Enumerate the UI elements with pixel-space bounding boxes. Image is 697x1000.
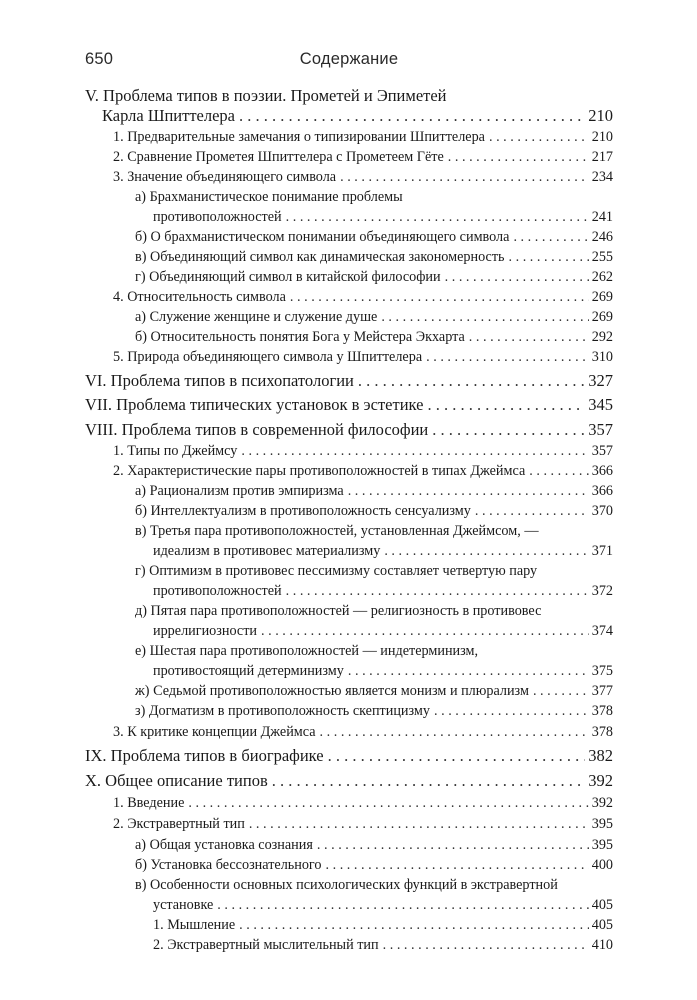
toc-subsection-entry[interactable]: [135, 501, 613, 521]
toc-entry-text: установке: [153, 897, 214, 913]
dot-leader: [434, 701, 589, 721]
toc-chapter-entry[interactable]: [102, 106, 613, 126]
toc-page-number: 210: [591, 129, 613, 145]
dot-leader: [320, 722, 589, 742]
toc-subsection-entry[interactable]: [153, 207, 613, 227]
toc-entry-text: VII. Проблема типических установок в эстетике: [85, 395, 424, 414]
toc-entry-text: идеализм в противовес материализму: [153, 543, 381, 559]
dot-leader: [469, 327, 589, 347]
toc-page-number: 374: [591, 623, 613, 639]
toc-page-number: 345: [588, 395, 613, 414]
toc-page-number: 262: [591, 269, 613, 285]
toc-page-number: 327: [588, 371, 613, 390]
toc-section-entry[interactable]: [113, 287, 613, 307]
toc-entry-text: Карла Шпиттелера: [102, 106, 236, 125]
toc-subsection-title-line: е) Шестая пара противоположностей — индетерминизм,: [135, 643, 479, 659]
toc-section-entry[interactable]: [113, 441, 613, 461]
dot-leader: [239, 915, 589, 935]
dot-leader: [533, 681, 589, 701]
toc-section-entry[interactable]: [113, 347, 613, 367]
toc-section-entry[interactable]: [113, 814, 613, 834]
toc-entry-text: з) Догматизм в противоположность скептицизму: [135, 703, 430, 719]
toc-entry-text: г) Объединяющий символ в китайской философии: [135, 269, 441, 285]
toc-page-number: 366: [591, 483, 613, 499]
toc-entry-text: 3. К критике концепции Джеймса: [113, 724, 316, 740]
dot-leader: [261, 621, 589, 641]
toc-entry-text: б) Относительность понятия Бога у Мейстера Экхарта: [135, 329, 465, 345]
toc-page-number: 241: [591, 209, 613, 225]
toc-entry-text: 1. Предварительные замечания о типизировании Шпиттелера: [113, 129, 485, 145]
dot-leader: [249, 814, 589, 834]
toc-subsection-entry[interactable]: [135, 267, 613, 287]
toc-subsection-entry[interactable]: [135, 247, 613, 267]
toc-subsection-entry[interactable]: [153, 661, 613, 681]
dot-leader: [358, 371, 585, 391]
toc-page-number: 375: [591, 663, 613, 679]
toc-entry-text: 2. Сравнение Прометея Шпиттелера с Прометеем Гёте: [113, 149, 444, 165]
dot-leader: [290, 287, 589, 307]
toc-subsection-entry[interactable]: [135, 855, 613, 875]
toc-entry-text: противостоящий детерминизму: [153, 663, 344, 679]
dot-leader: [239, 106, 585, 126]
toc-section-entry[interactable]: [113, 127, 613, 147]
toc-subsection-entry[interactable]: [135, 327, 613, 347]
dot-leader: [384, 541, 588, 561]
toc-entry-text: б) Интеллектуализм в противоположность сенсуализму: [135, 503, 471, 519]
dot-leader: [328, 746, 586, 766]
toc-page-number: 395: [591, 816, 613, 832]
toc-subsubsection-entry[interactable]: [153, 935, 613, 955]
toc-page-number: 405: [591, 897, 613, 913]
dot-leader: [489, 127, 589, 147]
toc-subsection-title-line: в) Особенности основных психологических функций в экстравертной: [135, 877, 558, 893]
toc-entry-text: IX. Проблема типов в биографике: [85, 746, 324, 765]
toc-page-number: 378: [591, 724, 613, 740]
toc-subsection-title-line: г) Оптимизм в противовес пессимизму составляет четвертую пару: [135, 563, 538, 579]
toc-subsection-entry[interactable]: [135, 481, 613, 501]
dot-leader: [217, 895, 588, 915]
toc-page-number: 366: [591, 463, 613, 479]
toc-page-number: 269: [591, 309, 613, 325]
toc-entry-text: противоположностей: [153, 209, 282, 225]
dot-leader: [317, 835, 589, 855]
toc-page-number: 370: [591, 503, 613, 519]
toc-page-number: 378: [591, 703, 613, 719]
dot-leader: [348, 661, 589, 681]
toc-page-number: 357: [588, 420, 613, 439]
toc-entry-text: 1. Мышление: [153, 917, 236, 933]
dot-leader: [326, 855, 589, 875]
toc-entry-text: VIII. Проблема типов в современной философии: [85, 420, 429, 439]
toc-entry-text: 2. Характеристические пары противоположностей в типах Джеймса: [113, 463, 526, 479]
toc-page-number: 371: [591, 543, 613, 559]
toc-entry-text: X. Общее описание типов: [85, 771, 268, 790]
dot-leader: [348, 481, 589, 501]
dot-leader: [529, 461, 588, 481]
toc-entry-text: 4. Относительность символа: [113, 289, 286, 305]
toc-subsection-entry[interactable]: [153, 581, 613, 601]
toc-section-entry[interactable]: [113, 147, 613, 167]
dot-leader: [426, 347, 589, 367]
toc-subsubsection-entry[interactable]: [153, 915, 613, 935]
toc-entry-text: 1. Введение: [113, 795, 185, 811]
toc-subsection-entry[interactable]: [153, 621, 613, 641]
toc-entry-text: в) Объединяющий символ как динамическая закономерность: [135, 249, 505, 265]
toc-entry-text: а) Служение женщине и служение душе: [135, 309, 378, 325]
toc-entry-text: а) Рационализм против эмпиризма: [135, 483, 344, 499]
dot-leader: [272, 771, 586, 791]
toc-page-number: 400: [591, 857, 613, 873]
dot-leader: [475, 501, 589, 521]
toc-subsection-entry[interactable]: [135, 681, 613, 701]
toc-page-number: 410: [591, 937, 613, 953]
toc-chapter-title-line: V. Проблема типов в поэзии. Прометей и Эпиметей: [85, 86, 447, 105]
toc-page-number: 392: [591, 795, 613, 811]
toc-page-number: 382: [588, 746, 613, 765]
toc-entry-text: 2. Экстравертный мыслительный тип: [153, 937, 379, 953]
dot-leader: [432, 420, 585, 440]
toc-entry-text: б) Установка бессознательного: [135, 857, 322, 873]
toc-page-number: 377: [591, 683, 613, 699]
toc-subsection-title-line: в) Третья пара противоположностей, установленная Джеймсом, —: [135, 523, 539, 539]
dot-leader: [381, 307, 588, 327]
dot-leader: [513, 227, 588, 247]
toc-subsection-entry[interactable]: [153, 895, 613, 915]
page-number: 650: [85, 50, 114, 68]
dot-leader: [448, 147, 589, 167]
dot-leader: [427, 395, 585, 415]
toc-subsection-entry[interactable]: [135, 307, 613, 327]
dot-leader: [286, 207, 589, 227]
toc-page-number: 357: [591, 443, 613, 459]
toc-chapter-entry[interactable]: [85, 771, 613, 791]
toc-chapter-entry[interactable]: [85, 746, 613, 766]
toc-page-number: 210: [588, 106, 613, 125]
dot-leader: [340, 167, 589, 187]
toc-subsection-entry[interactable]: [135, 835, 613, 855]
toc-entry-text: 3. Значение объединяющего символа: [113, 169, 337, 185]
toc-chapter-entry[interactable]: [85, 420, 613, 440]
toc-page-number: 255: [591, 249, 613, 265]
toc-page-number: 392: [588, 771, 613, 790]
toc-section-entry[interactable]: [113, 793, 613, 813]
dot-leader: [509, 247, 589, 267]
toc-entry-text: а) Общая установка сознания: [135, 837, 313, 853]
toc-entry-text: VI. Проблема типов в психопатологии: [85, 371, 354, 390]
toc-page-number: 405: [591, 917, 613, 933]
toc-subsection-title-line: а) Брахманистическое понимание проблемы: [135, 189, 403, 205]
dot-leader: [445, 267, 589, 287]
toc-entry-text: противоположностей: [153, 583, 282, 599]
toc-page-number: 234: [591, 169, 613, 185]
running-header: [85, 50, 613, 74]
toc-entry-text: ж) Седьмой противоположностью является монизм и плюрализм: [135, 683, 529, 699]
toc-section-entry[interactable]: [113, 461, 613, 481]
toc-subsection-title-line: д) Пятая пара противоположностей — религиозность в противовес: [135, 603, 542, 619]
toc-entry-text: иррелигиозности: [153, 623, 257, 639]
toc-page-number: 269: [591, 289, 613, 305]
toc-entry-text: б) О брахманистическом понимании объединяющего символа: [135, 229, 510, 245]
toc-section-entry[interactable]: [113, 167, 613, 187]
toc-entry-text: 2. Экстравертный тип: [113, 816, 245, 832]
toc-entry-text: 5. Природа объединяющего символа у Шпиттелера: [113, 349, 423, 365]
toc-page-number: 292: [591, 329, 613, 345]
dot-leader: [383, 935, 589, 955]
toc-page-number: 372: [591, 583, 613, 599]
toc-page-number: 310: [591, 349, 613, 365]
toc-subsection-entry[interactable]: [135, 227, 613, 247]
toc-page-number: 395: [591, 837, 613, 853]
toc-section-entry[interactable]: [113, 722, 613, 742]
dot-leader: [241, 441, 588, 461]
dot-leader: [188, 793, 588, 813]
toc-chapter-entry[interactable]: [85, 395, 613, 415]
toc-page-number: 217: [591, 149, 613, 165]
toc-entry-text: 1. Типы по Джеймсу: [113, 443, 238, 459]
toc-page-number: 246: [591, 229, 613, 245]
toc-subsection-entry[interactable]: [153, 541, 613, 561]
toc-subsection-entry[interactable]: [135, 701, 613, 721]
running-title: Содержание: [299, 50, 399, 68]
toc-chapter-entry[interactable]: [85, 371, 613, 391]
dot-leader: [286, 581, 589, 601]
